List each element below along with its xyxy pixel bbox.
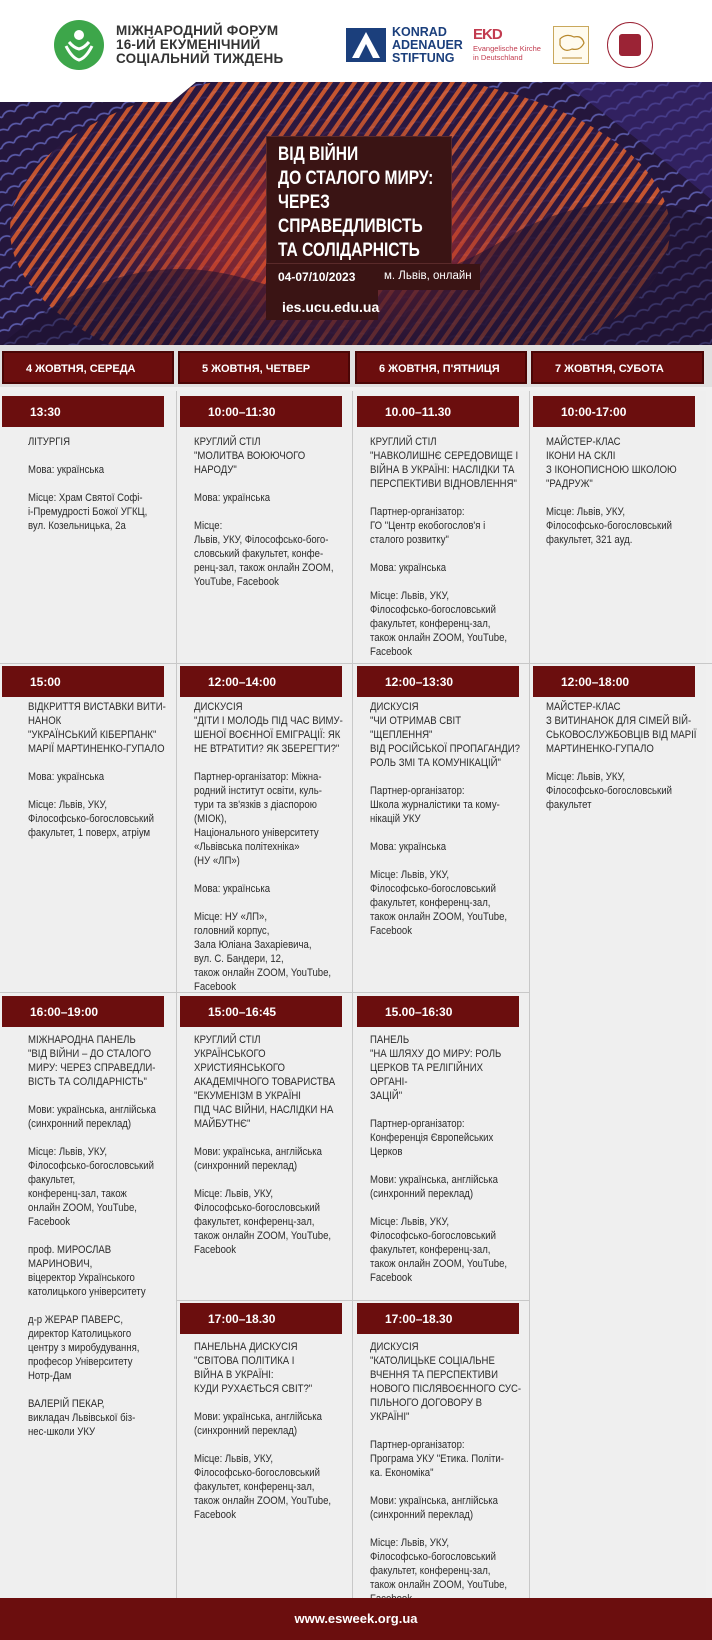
event-url[interactable]: ies.ucu.edu.ua [282, 299, 380, 315]
event-details: КРУГЛИЙ СТІЛ "НАВКОЛИШНЄ СЕРЕДОВИЩЕ І ВІЙНА В УКРАЇНІ: НАСЛІДКИ ТА ПЕРСПЕКТИВИ ВІДНОВЛЕННЯ" Партнер-організатор: ГО "Центр екобогослов'я і сталого розвитку" Мова: українська Місце: Львів, УКУ, Філософсько-богословський факультет, конференц-зал, також онлайн ZOOM, YouTube, Facebook [370, 436, 519, 658]
event-dates: 04-07/10/2023 [278, 270, 356, 284]
day-header-4: 7 ЖОВТНЯ, СУБОТА [531, 351, 704, 384]
event-details: ПАНЕЛЬНА ДИСКУСІЯ "СВІТОВА ПОЛІТИКА І ВІЙНА В УКРАЇНІ: КУДИ РУХАЄТЬСЯ СВІТ?" Мови: українська, англійська (синхронний переклад) Місце: Львів, УКУ, Філософсько-богословський факультет, конференц-зал, також онлайн ZOOM, YouTube, Facebook [194, 1341, 332, 1521]
time-slot: 16:00–19:00 [2, 996, 164, 1027]
event-details: ЛІТУРГІЯ Мова: українська Місце: Храм Святої Софі- і-Премудрості Божої УГКЦ, вул. Козельницька, 2а [28, 436, 148, 532]
forum-title: МІЖНАРОДНИЙ ФОРУМ 16-ИЙ ЕКУМЕНІЧНИЙ СОЦІАЛЬНИЙ ТИЖДЕНЬ [116, 23, 284, 66]
forum-logo [54, 20, 104, 70]
map-icon [554, 27, 590, 65]
time-slot: 10:00-17:00 [533, 396, 695, 427]
kas-logo [346, 28, 386, 62]
ucu-seal-logo [607, 22, 653, 68]
time-slot: 12:00–18:00 [533, 666, 695, 697]
event-details: ПАНЕЛЬ "НА ШЛЯХУ ДО МИРУ: РОЛЬ ЦЕРКОВ ТА РЕЛІГІЙНИХ ОРГАНІ- ЗАЦІЙ" Партнер-організатор: Конференція Європейських Церков Мови: українська, англійська (синхронний переклад) Місце: Львів, УКУ, Філософсько-богословський факультет, конференц-зал, також онлайн ZOOM, YouTube, Facebook [370, 1034, 508, 1284]
ekd-logo: EKD [473, 26, 502, 43]
event-location: м. Львів, онлайн [384, 270, 472, 282]
time-slot: 12:00–14:00 [180, 666, 342, 697]
event-details: МАЙСТЕР-КЛАС ІКОНИ НА СКЛІ З ІКОНОПИСНОЮ ШКОЛОЮ "РАДРУЖ" Місце: Львів, УКУ, Філософсько-богословський факультет, 321 ауд. [546, 436, 677, 546]
event-details: ДИСКУСІЯ "ЧИ ОТРИМАВ СВІТ "ЩЕПЛЕННЯ" ВІД РОСІЙСЬКОЇ ПРОПАГАНДИ? РОЛЬ ЗМІ ТА КОМУНІКАЦІЙ" Партнер-організатор: Школа журналістики та кому- нікацій УКУ Мова: українська Місце: Львів, УКУ, Філософсько-богословський факультет, конференц-зал, також онлайн ZOOM, YouTube, Facebook [370, 701, 520, 937]
time-slot: 12:00–13:30 [357, 666, 519, 697]
seal-emblem-icon [619, 34, 641, 56]
hands-icon [54, 20, 104, 70]
event-details: МАЙСТЕР-КЛАС З ВИТИНАНОК ДЛЯ СІМЕЙ ВІЙ- СЬКОВОСЛУЖБОВЦІВ ВІД МАРІЇ МАРТИНЕНКО-ГУПАЛО Місце: Львів, УКУ, Філософсько-богословський факультет [546, 701, 697, 811]
column-divider [529, 391, 530, 1622]
time-slot: 10:00–11:30 [180, 396, 342, 427]
event-details: ДИСКУСІЯ "ДІТИ І МОЛОДЬ ПІД ЧАС ВИМУ- ШЕНОЇ ВОЄННОЇ ЕМІГРАЦІЇ: ЯК НЕ ВТРАТИТИ? ЯК ЗБЕРЕГТИ?" Партнер-організатор: Міжна- родний інститут освіти, куль- тури та зв'язків з діаспорою (МІОК), Національного університету «Львівська політехніка» (НУ «ЛП») Мова: українська Місце: НУ «ЛП», головний корпус, Зала Юліана Захаріевича, вул. С. Бандери, 12, також онлайн ZOOM, YouTube, Facebook [194, 701, 343, 993]
column-day-4 [530, 391, 706, 1622]
column-divider [352, 391, 353, 1622]
event-details: КРУГЛИЙ СТІЛ "МОЛИТВА ВОЮЮЧОГО НАРОДУ" Мова: українська Місце: Львів, УКУ, Філософсько-бого- словський факультет, конфе- ренц-зал, також онлайн ZOOM, YouTube, Facebook [194, 436, 334, 588]
event-details: МІЖНАРОДНА ПАНЕЛЬ "ВІД ВІЙНИ – ДО СТАЛОГО МИРУ: ЧЕРЕЗ СПРАВЕДЛИ- ВІСТЬ ТА СОЛІДАРНІСТЬ" Мови: українська, англійська (синхронний переклад) Місце: Львів, УКУ, Філософсько-богословський факультет, конференц-зал, також онлайн ZOOM, YouTube, Facebook проф. МИРОСЛАВ МАРИНОВИЧ, віцеректор Українського католицького університету д-р ЖЕРАР ПАВЕРС, директор Католицького центру з миробудування, професор Університету Нотр-Дам ВАЛЕРІЙ ПЕКАР, викладач Львівської біз- нес-школи УКУ [28, 1034, 156, 1438]
event-details: ДИСКУСІЯ "КАТОЛИЦЬКЕ СОЦІАЛЬНЕ ВЧЕННЯ ТА ПЕРСПЕКТИВИ НОВОГО ПІСЛЯВОЄННОГО СУС- ПІЛЬНОГО ДОГОВОРУ В УКРАЇНІ" Партнер-організатор: Програма УКУ "Етика. Політи- ка. Економіка" Мови: українська, англійська (синхронний переклад) Місце: Львів, УКУ, Філософсько-богословський факультет, конференц-зал, також онлайн ZOOM, YouTube, [370, 1341, 522, 1591]
day-header-1: 4 ЖОВТНЯ, СЕРЕДА [2, 351, 174, 384]
event-details: ВІДКРИТТЯ ВИСТАВКИ ВИТИ- НАНОК "УКРАЇНСЬКИЙ КІБЕРПАНК" МАРІЇ МАРТИНЕНКО-ГУПАЛО Мова: українська Місце: Львів, УКУ, Філософсько-богословський факультет, 1 поверх, атріум [28, 701, 166, 839]
time-slot: 17:00–18.30 [180, 1303, 342, 1334]
kas-a-icon [346, 28, 386, 62]
ekd-logo-text: Evangelische Kirche in Deutschland [473, 44, 541, 62]
event-details: КРУГЛИЙ СТІЛ УКРАЇНСЬКОГО ХРИСТИЯНСЬКОГО АКАДЕМІЧНОГО ТОВАРИСТВА "ЕКУМЕНІЗМ В УКРАЇНІ ПІД ЧАС ВІЙНИ, НАСЛІДКИ НА МАЙБУТНЄ" Мови: українська, англійська (синхронний переклад) Місце: Львів, УКУ, Філософсько-богословський факультет, конференц-зал, також онлайн ZOOM, YouTube, Facebook [194, 1034, 336, 1256]
time-slot: 10.00–11.30 [357, 396, 519, 427]
day-header-3: 6 ЖОВТНЯ, П'ЯТНИЦЯ [355, 351, 527, 384]
time-slot: 13:30 [2, 396, 164, 427]
event-title: ВІД ВІЙНИ ДО СТАЛОГО МИРУ: ЧЕРЕЗ СПРАВЕДЛИВІСТЬ ТА СОЛІДАРНІСТЬ [278, 144, 434, 261]
day-header-2: 5 ЖОВТНЯ, ЧЕТВЕР [178, 351, 350, 384]
row-divider [177, 1300, 529, 1301]
time-slot: 17:00–18.30 [357, 1303, 519, 1334]
time-slot: 15:00 [2, 666, 164, 697]
partner-logo-square [553, 26, 589, 64]
site-link-bottom[interactable]: www.esweek.org.ua [294, 1611, 418, 1626]
kas-logo-text: KONRAD ADENAUER STIFTUNG [392, 25, 463, 65]
time-slot: 15.00–16:30 [357, 996, 519, 1027]
row-divider [0, 663, 712, 664]
time-slot: 15:00–16:45 [180, 996, 342, 1027]
